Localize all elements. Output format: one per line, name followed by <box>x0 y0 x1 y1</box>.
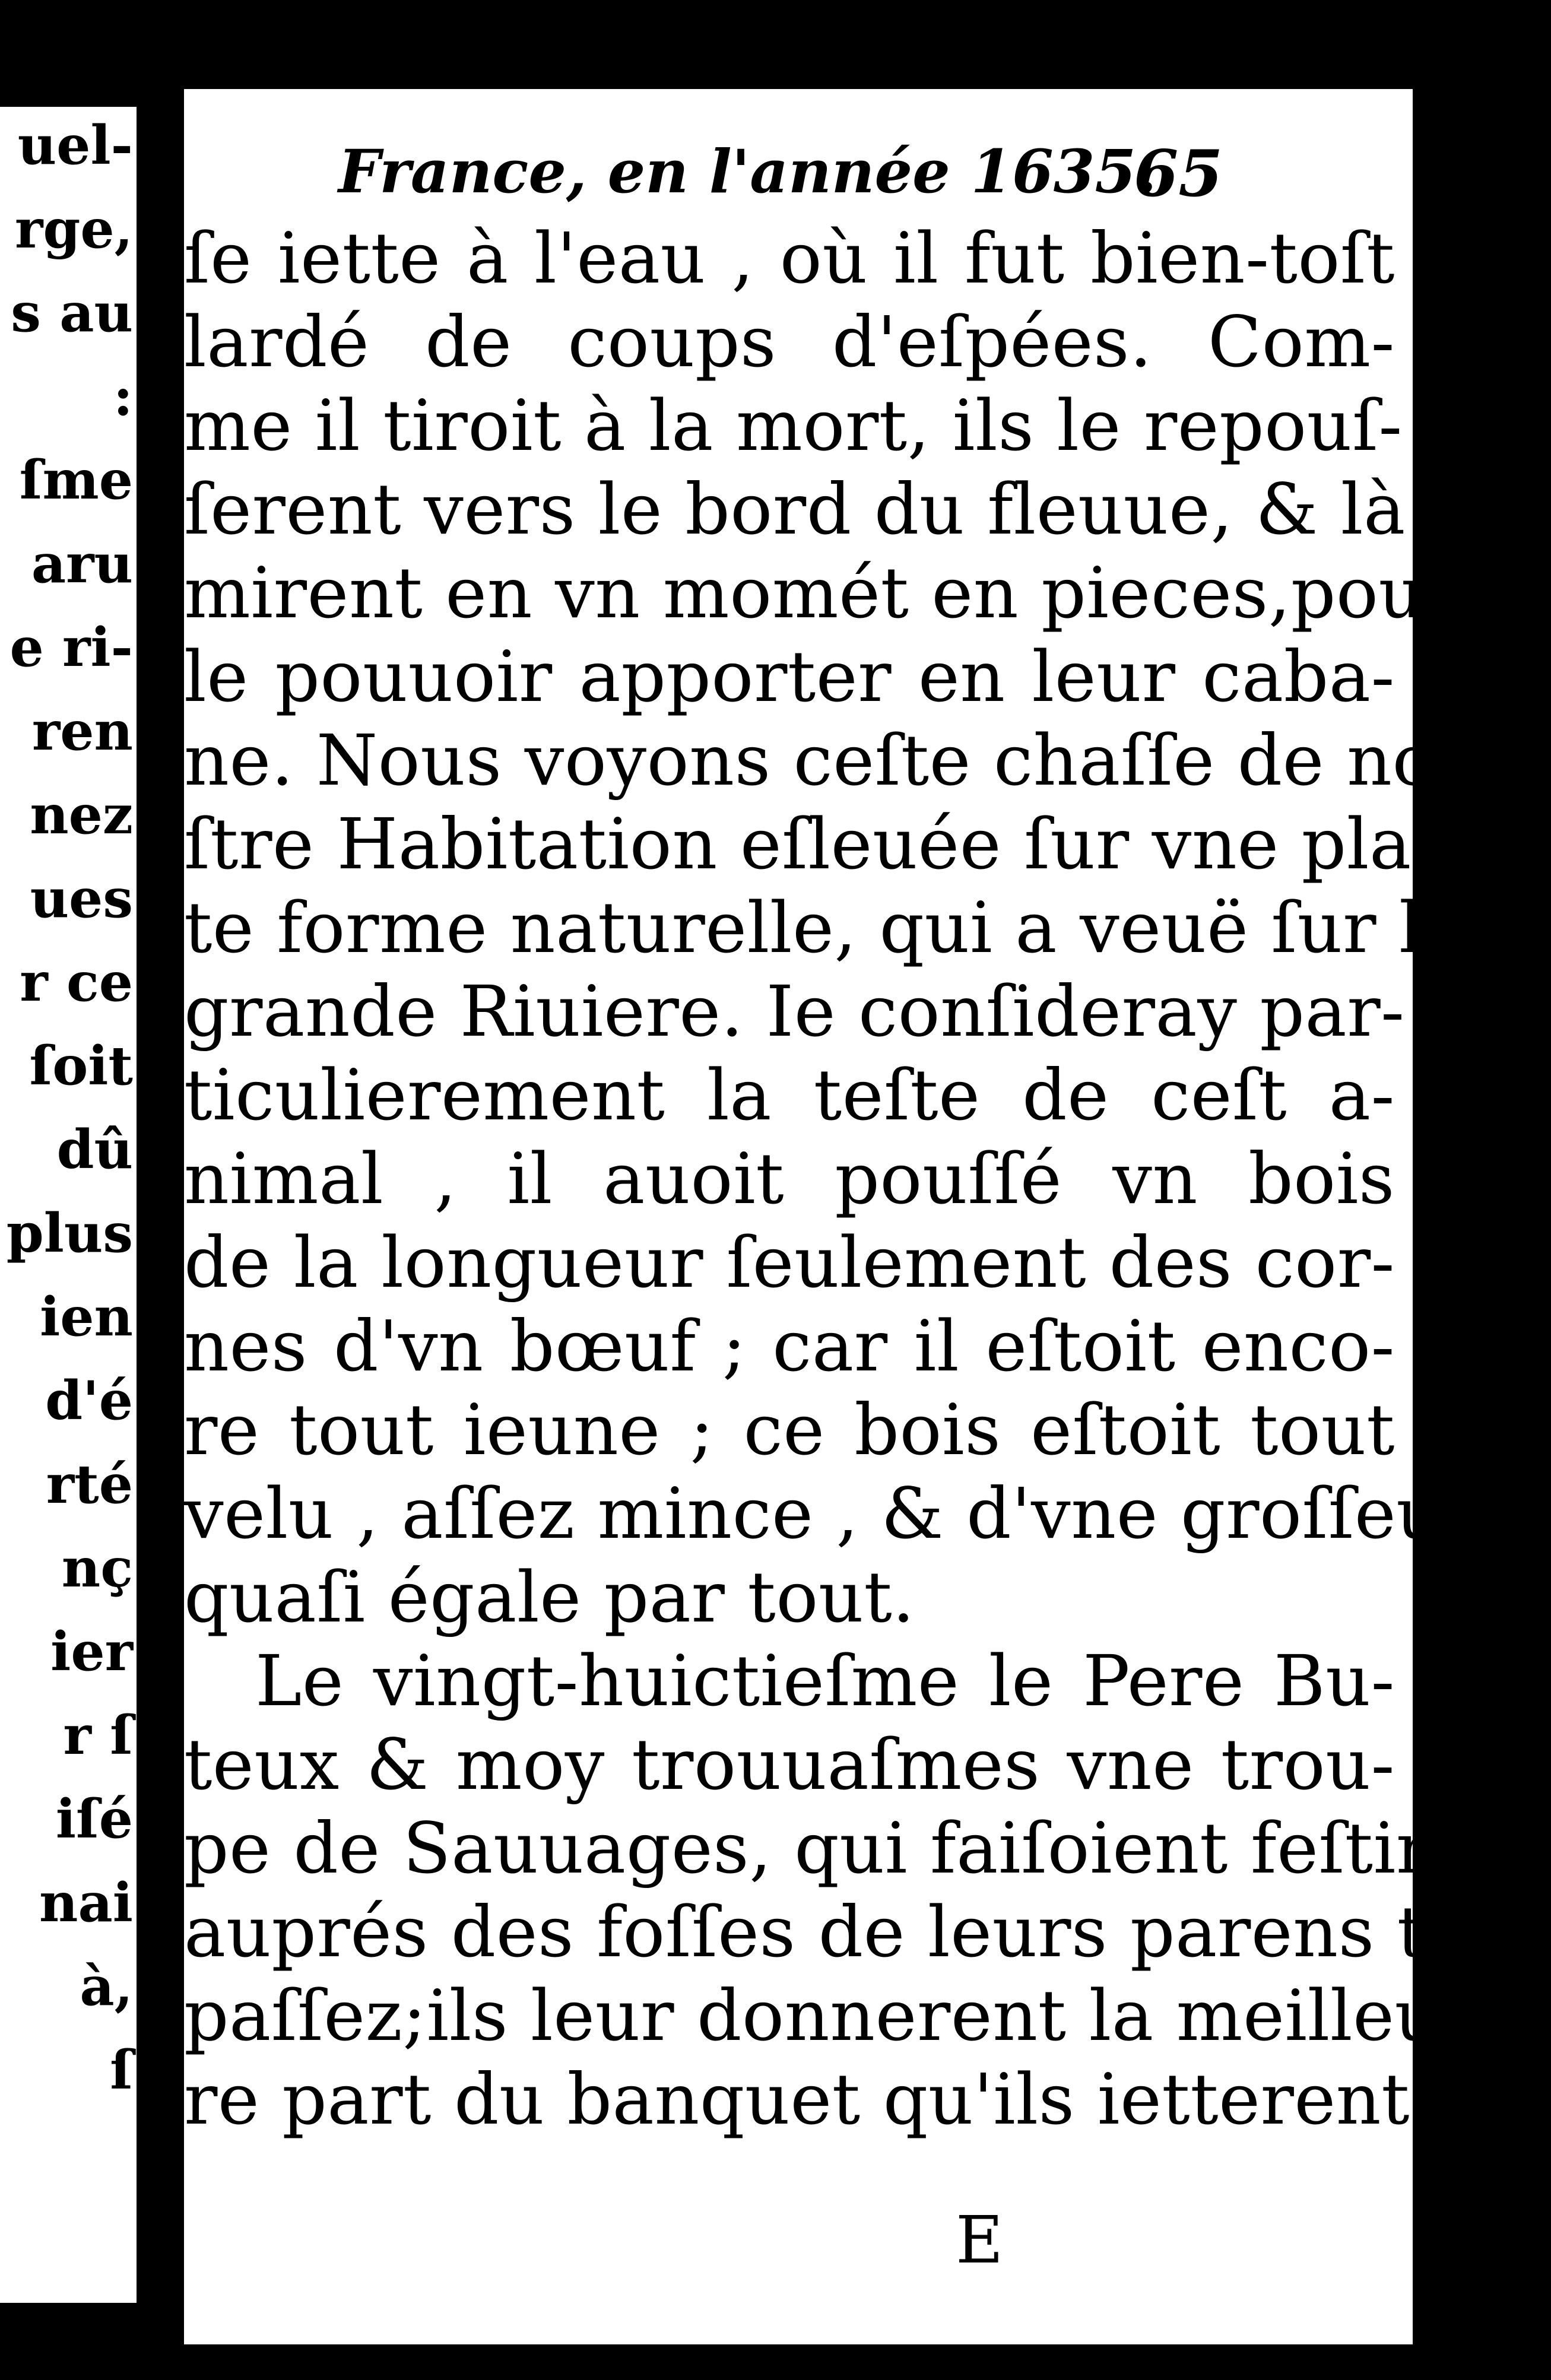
previous-page-fragment: d'é <box>45 1369 133 1432</box>
previous-page-fragment: ier <box>50 1620 133 1683</box>
text-line: le pouuoir apporter en leur caba- <box>184 636 1395 718</box>
text-line: velu , aſſez mince , & d'vne groſſeur <box>184 1473 1476 1554</box>
book-gutter <box>137 89 184 2380</box>
text-line: re tout ieune ; ce bois eſtoit tout <box>184 1389 1395 1471</box>
text-line: quaſi égale par tout. <box>184 1556 915 1638</box>
previous-page-fragment: nai <box>39 1871 133 1934</box>
previous-page-fragment: nç <box>61 1537 133 1600</box>
previous-page-fragment: r ce <box>20 951 133 1014</box>
text-line: pe de Sauuages, qui faiſoient feſtin <box>184 1807 1442 1889</box>
previous-page-fragment: r ſ <box>63 1704 133 1767</box>
text-line: Le vingt-huictieſme le Pere Bu- <box>255 1640 1395 1722</box>
text-line: lardé de coups d'eſpées. Com- <box>184 301 1395 383</box>
previous-page-fragment: iſé <box>55 1788 133 1851</box>
text-line: ſerent vers le bord du fleuue, & là le <box>184 468 1493 550</box>
text-line: ticulierement la teſte de ceſt a- <box>184 1054 1395 1136</box>
previous-page-fragment: : <box>113 365 133 428</box>
previous-page-fragment: rté <box>46 1453 133 1516</box>
previous-page-fragment: ſ <box>110 2039 133 2102</box>
body-text <box>184 217 1551 2141</box>
text-line: re part du banquet qu'ils ietterent <box>184 2058 1410 2140</box>
previous-page-fragment: s au <box>11 281 133 344</box>
text-line: grande Riuiere. Ie conſideray par- <box>184 970 1405 1052</box>
book-page <box>184 89 1551 2344</box>
text-line: ne. Nous voyons ceſte chaſſe de no- <box>184 719 1459 801</box>
text-line: te forme naturelle, qui a veuë ſur la <box>184 887 1464 969</box>
running-head: France, en l'année 1635. <box>338 137 1157 207</box>
signature-mark: E <box>956 2202 1004 2278</box>
text-line: de la longueur ſeulement des cor- <box>184 1221 1395 1303</box>
text-line: mirent en vn momét en pieces,pour <box>184 552 1458 634</box>
previous-page-fragment: e ri- <box>9 616 133 679</box>
text-line: teux & moy trouuaſmes vne trou- <box>184 1724 1395 1805</box>
previous-page-fragment: uel- <box>17 114 133 177</box>
previous-page-edge <box>0 107 137 2303</box>
text-line: me il tiroit à la mort, ils le repouſ- <box>184 385 1403 467</box>
previous-page-fragment: plus <box>6 1202 133 1265</box>
previous-page-fragment: ues <box>30 867 133 930</box>
previous-page-fragment: rge, <box>15 198 133 261</box>
previous-page-fragment: aru <box>31 532 133 595</box>
previous-page-fragment: ien <box>40 1286 133 1348</box>
text-line: ſe iette à l'eau , où il fut bien-toſt <box>184 217 1395 299</box>
page-number: 65 <box>1134 137 1223 211</box>
previous-page-fragment: ſoit <box>29 1034 133 1097</box>
text-line: auprés des foſſes de leurs parens treſ- <box>184 1891 1551 1973</box>
previous-page-fragment: nez <box>30 783 133 846</box>
text-line: paſſez;ils leur donnerent la meilleu- <box>184 1975 1464 2057</box>
previous-page-fragment: à, <box>80 1955 133 2018</box>
previous-page-fragment: ſme <box>19 449 133 512</box>
text-line: ſtre Habitation eſleuée ſur vne plan- <box>184 803 1481 885</box>
text-line: nes d'vn bœuf ; car il eſtoit enco- <box>184 1305 1395 1387</box>
previous-page-fragment: ren <box>31 700 133 763</box>
text-line: nimal , il auoit pouſſé vn bois <box>184 1138 1395 1220</box>
previous-page-fragment: dû <box>56 1118 133 1181</box>
